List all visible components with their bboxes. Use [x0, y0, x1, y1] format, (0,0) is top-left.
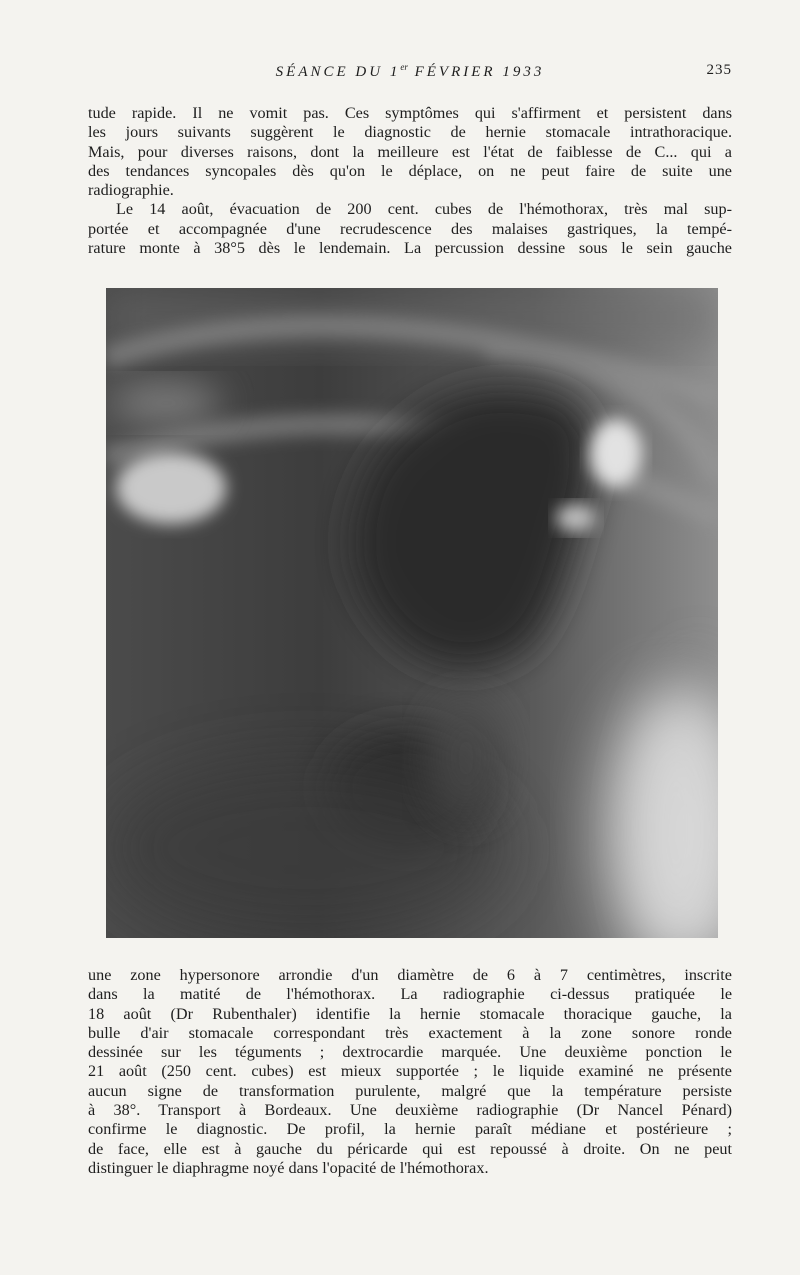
text-line: 21 août (250 cent. cubes) est mieux supportée ; le liquide examiné ne présente: [88, 1062, 732, 1081]
page-number: 235: [706, 62, 732, 78]
text-line: portée et accompagnée d'une recrudescence des malaises gastriques, la tempé-: [88, 219, 732, 238]
text-line: bulle d'air stomacale correspondant très exactement à la zone sonore ronde: [88, 1023, 732, 1042]
running-head-main: SÉANCE DU 1: [275, 64, 401, 80]
text-line: rature monte à 38°5 dès le lendemain. La percussion dessine sous le sein gauche: [88, 239, 732, 258]
body-text-top: [88, 104, 732, 258]
page-header: [88, 62, 732, 84]
body-text-bottom: [88, 966, 732, 1178]
text-line: les jours suivants suggèrent le diagnostic de hernie stomacale intrathoracique.: [88, 123, 732, 142]
text-line: dessinée sur les téguments ; dextrocardie marquée. Une deuxième ponction le: [88, 1043, 732, 1062]
text-line: tude rapide. Il ne vomit pas. Ces symptômes qui s'affirment et persistent dans: [88, 104, 732, 122]
text-line: à 38°. Transport à Bordeaux. Une deuxième radiographie (Dr Nancel Pénard): [88, 1101, 732, 1120]
text-line: de face, elle est à gauche du péricarde qui est repoussé à droite. On ne peut: [88, 1139, 732, 1158]
running-head-rest: FÉVRIER 1933: [407, 64, 545, 80]
radiograph-image: [106, 288, 718, 938]
text-line: une zone hypersonore arrondie d'un diamètre de 6 à 7 centimètres, inscrite: [88, 966, 732, 984]
text-line: Mais, pour diverses raisons, dont la meilleure est l'état de faiblesse de C... qui a: [88, 142, 732, 161]
text-line: 18 août (Dr Rubenthaler) identifie la hernie stomacale thoracique gauche, la: [88, 1004, 732, 1023]
text-line: dans la matité de l'hémothorax. La radiographie ci-dessus pratiquée le: [88, 985, 732, 1004]
text-line: confirme le diagnostic. De profil, la hernie paraît médiane et postérieure ;: [88, 1120, 732, 1139]
running-head-superscript: er: [400, 62, 408, 72]
running-head: [88, 62, 732, 81]
text-line: radiographie.: [88, 181, 174, 200]
radiograph-figure: [106, 288, 718, 938]
text-line: aucun signe de transformation purulente, malgré que la température persiste: [88, 1081, 732, 1100]
text-line: Le 14 août, évacuation de 200 cent. cubes de l'hémothorax, très mal sup-: [116, 200, 732, 219]
text-line: des tendances syncopales dès qu'on le déplace, on ne peut faire de suite une: [88, 161, 732, 180]
text-line: distinguer le diaphragme noyé dans l'opacité de l'hémothorax.: [88, 1158, 489, 1177]
